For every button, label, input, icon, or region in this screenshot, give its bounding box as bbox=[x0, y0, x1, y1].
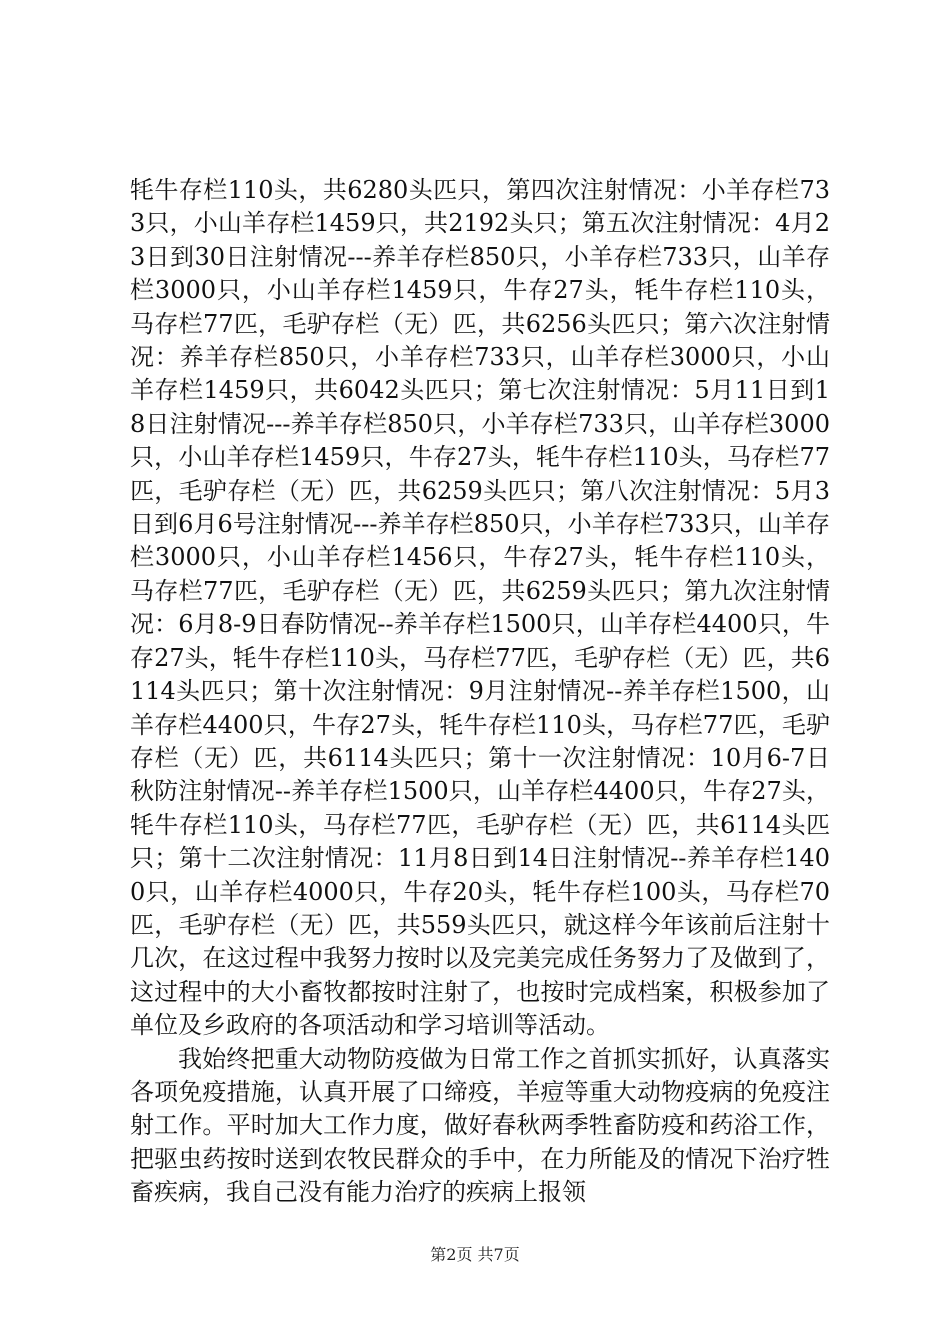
page-number-footer: 第2页 共7页 bbox=[430, 1245, 520, 1264]
body-text bbox=[130, 174, 830, 1210]
paragraph-epidemic-prevention: 我始终把重大动物防疫做为日常工作之首抓实抓好，认真落实各项免疫措施，认真开展了口缔疫，羊痘等重大动物疫病的免疫注射工作。平时加大工作力度，做好春秋两季牲畜防疫和药浴工作，把驱虫药按时送到农牧民群众的手中，在力所能及的情况下治疗牲畜疾病，我自己没有能力治疗的疾病上报领 bbox=[130, 1044, 830, 1207]
paragraph-injection-records: 牦牛存栏110头，共6280头匹只，第四次注射情况：小羊存栏733只，小山羊存栏1459只，共2192头只；第五次注射情况：4月23日到30日注射情况---养羊存栏850只，小羊存栏733只，山羊存栏3000只，小山羊存栏1459只，牛存27头，牦牛存栏110头，马存栏77匹，毛驴存栏（无）匹，共6256头匹只；第六次注射情况：养羊存栏850只，小羊存栏733只，山羊存栏3000只，小山羊存栏1459只，共6042头匹只；第七次注射情况：5月11日到18日注射情况---养羊存栏850只，小羊存栏733只，山羊存栏3000只，小山羊存栏1459只，牛存27头，牦牛存栏110头，马存栏77匹，毛驴存栏（无）匹，共6259头匹只；第八次注射情况：5月3日到6月6号注射情况---养羊存栏850只，小羊存栏733只，山羊存栏3000只，小山羊存栏1456只，牛存27头，牦牛存栏110头，马存栏77匹，毛驴存栏（无）匹，共6259头匹只；第九次注射情况：6月8-9日春防情况--养羊存栏1500只，山羊存栏4400只，牛存27头，牦牛存栏110头，马存栏77匹，毛驴存栏（无）匹，共6114头匹只；第十次注射情况：9月注射情况--养羊存栏1500，山羊存栏4400只，牛存27头，牦牛存栏110头，马存栏77匹，毛驴存栏（无）匹，共6114头匹只；第十一次注射情况：10月6-7日秋防注射情况--养羊存栏1500只，山羊存栏4400只，牛存27头，牦牛存栏110头，马存栏77匹，毛驴存栏（无）匹，共6114头匹只；第十二次注射情况：11月8日到14日注射情况--养羊存栏1400只，山羊存栏4000只，牛存20头，牦牛存栏100头，马存栏70匹，毛驴存栏（无）匹，共559头匹只，就这样今年该前后注射十几次，在这过程中我努力按时以及完美完成任务努力了及做到了，这过程中的大小畜牧都按时注射了，也按时完成档案，积极参加了单位及乡政府的各项活动和学习培训等活动。 bbox=[130, 176, 830, 1040]
